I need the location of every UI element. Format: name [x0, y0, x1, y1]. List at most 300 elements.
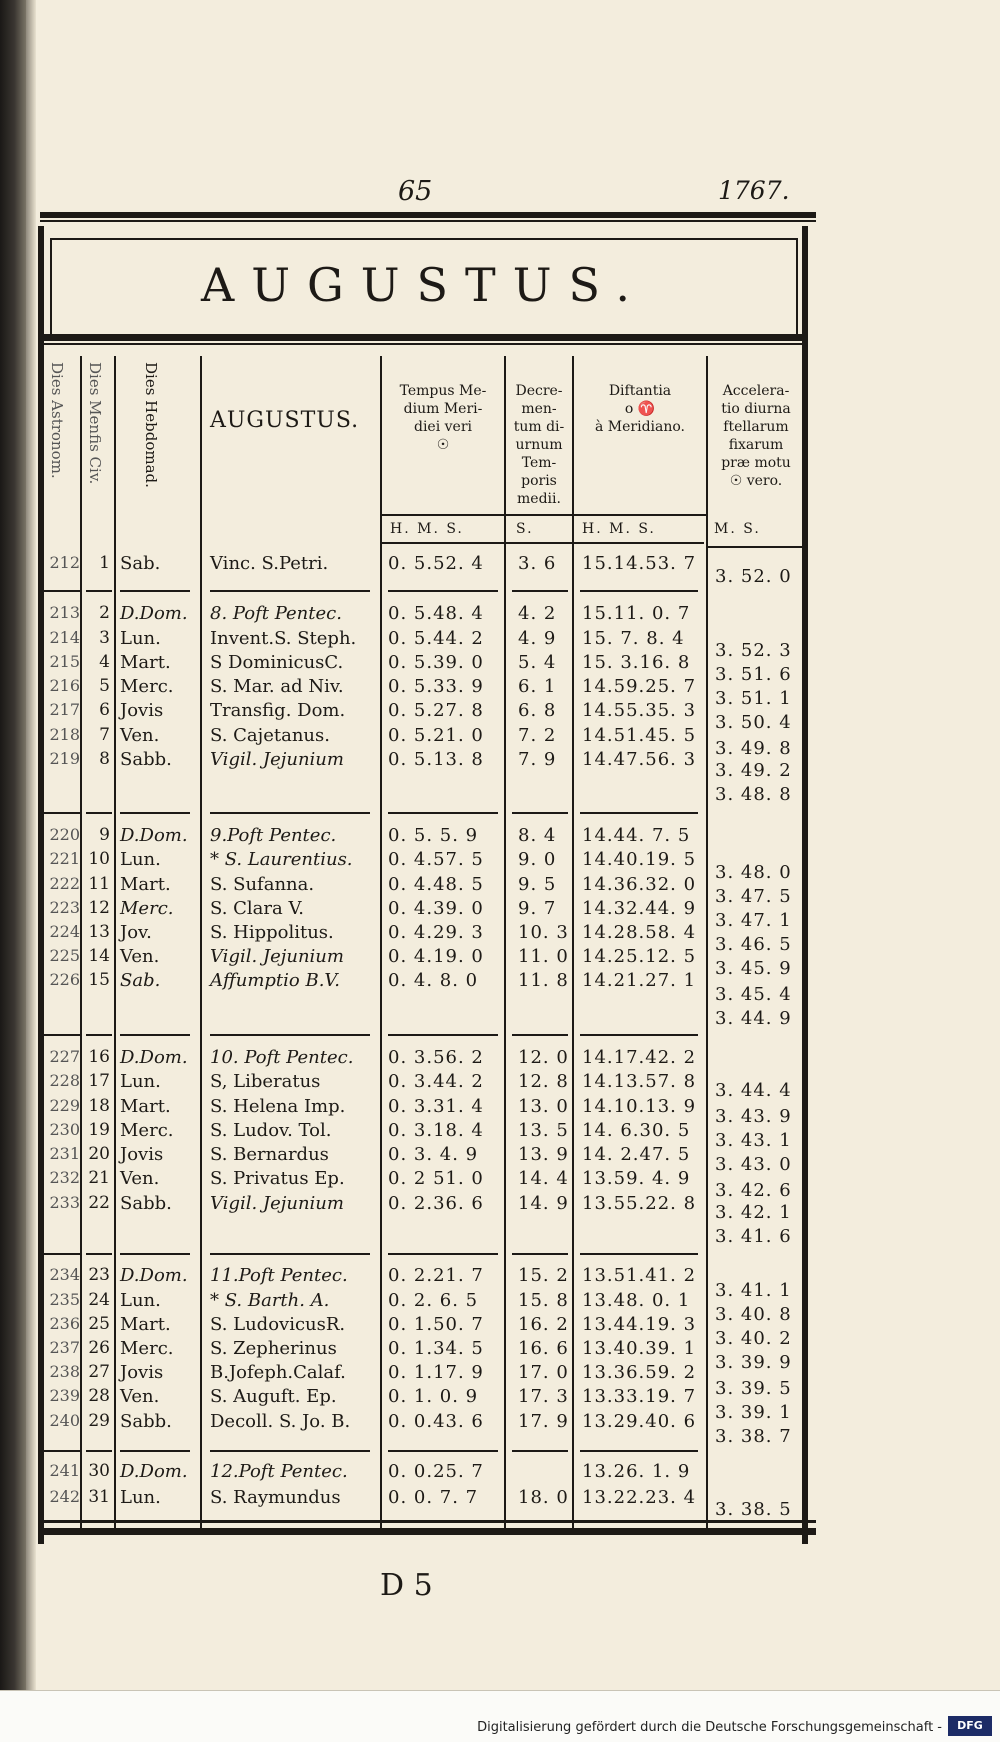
dies-astronom-cell: 232 — [49, 1168, 80, 1187]
feast-cell: Decoll. S. Jo. B. — [210, 1411, 351, 1432]
table-row — [0, 628, 1000, 652]
tempus-cell: 0. 1.50. 7 — [388, 1314, 484, 1335]
acceleration-cell: 3. 39. 9 — [715, 1352, 792, 1373]
week-separator — [580, 812, 698, 814]
decrementum-cell: 4. 2 — [518, 603, 557, 624]
decrementum-cell: 4. 9 — [518, 628, 557, 649]
week-separator — [120, 1253, 190, 1255]
dies-astronom-cell: 238 — [49, 1362, 80, 1381]
decrementum-cell: 17. 9 — [518, 1411, 569, 1432]
feast-cell: S DominicusC. — [210, 652, 344, 673]
weekday-cell: Sab. — [120, 970, 161, 991]
dies-mensis-cell: 21 — [88, 1168, 110, 1188]
week-separator — [210, 1450, 370, 1452]
dies-astronom-cell: 228 — [49, 1071, 80, 1090]
decrementum-cell: 7. 9 — [518, 749, 557, 770]
dies-mensis-cell: 7 — [99, 725, 110, 745]
acceleration-cell: 3. 47. 1 — [715, 910, 792, 931]
decrementum-cell: 9. 5 — [518, 874, 557, 895]
weekday-cell: Mart. — [120, 1096, 171, 1117]
acceleration-cell: 3. 51. 1 — [715, 688, 792, 709]
dies-mensis-cell: 22 — [88, 1193, 110, 1213]
dies-mensis-cell: 27 — [88, 1362, 110, 1382]
table-row — [0, 1096, 1000, 1120]
page-year: 1767. — [718, 176, 790, 205]
feast-cell: B.Jofeph.Calaf. — [210, 1362, 346, 1383]
dies-mensis-cell: 13 — [88, 922, 110, 942]
week-separator — [580, 1450, 698, 1452]
table-row — [0, 603, 1000, 627]
tempus-cell: 0. 5.39. 0 — [388, 652, 484, 673]
weekday-cell: Ven. — [120, 1168, 160, 1189]
dies-mensis-cell: 20 — [88, 1144, 110, 1164]
dies-astronom-cell: 234 — [49, 1265, 80, 1284]
decrementum-cell: 3. 6 — [518, 553, 557, 574]
weekday-cell: Ven. — [120, 725, 160, 746]
distantia-cell: 14.40.19. 5 — [582, 849, 697, 870]
digitization-credit: Digitalisierung gefördert durch die Deutsche Forschungsgemeinschaft - — [477, 1720, 942, 1735]
dies-mensis-cell: 6 — [99, 700, 110, 720]
dies-mensis-cell: 18 — [88, 1096, 110, 1116]
unit-rule — [506, 514, 572, 516]
dies-mensis-cell: 3 — [99, 628, 110, 648]
table-row — [0, 1071, 1000, 1095]
dies-mensis-cell: 10 — [88, 849, 110, 869]
weekday-cell: D.Dom. — [120, 825, 188, 846]
dies-astronom-cell: 215 — [49, 652, 80, 671]
tempus-cell: 0. 5.48. 4 — [388, 603, 484, 624]
feast-cell: S. Ludov. Tol. — [210, 1120, 332, 1141]
tempus-cell: 0. 1.34. 5 — [388, 1338, 484, 1359]
dies-astronom-cell: 242 — [49, 1487, 80, 1506]
distantia-cell: 14.55.35. 3 — [582, 700, 697, 721]
tempus-cell: 0. 5.27. 8 — [388, 700, 484, 721]
feast-cell: Vinc. S.Petri. — [210, 553, 329, 574]
dies-mensis-cell: 26 — [88, 1338, 110, 1358]
weekday-cell: Merc. — [120, 1338, 174, 1359]
month-title: AUGUSTUS. — [201, 258, 647, 312]
weekday-cell: D.Dom. — [120, 1265, 188, 1286]
table-row — [0, 676, 1000, 700]
distantia-cell: 14.13.57. 8 — [582, 1071, 697, 1092]
dies-astronom-cell: 219 — [49, 749, 80, 768]
dies-astronom-cell: 223 — [49, 898, 80, 917]
distantia-cell: 14.21.27. 1 — [582, 970, 697, 991]
dies-mensis-cell: 23 — [88, 1265, 110, 1285]
weekday-cell: Jovis — [120, 700, 164, 721]
dies-astronom-cell: 235 — [49, 1290, 80, 1309]
feast-cell: Invent.S. Steph. — [210, 628, 357, 649]
decrementum-cell: 8. 4 — [518, 825, 557, 846]
table-row — [0, 1144, 1000, 1168]
distantia-cell: 13.29.40. 6 — [582, 1411, 697, 1432]
acceleration-cell: 3. 50. 4 — [715, 712, 792, 733]
week-separator — [210, 1253, 370, 1255]
unit-rule — [382, 514, 504, 516]
decrementum-cell: 10. 3 — [518, 922, 569, 943]
weekday-cell: Jovis — [120, 1362, 164, 1383]
decrementum-cell: 16. 6 — [518, 1338, 569, 1359]
dies-astronom-cell: 230 — [49, 1120, 80, 1139]
distantia-cell: 13.22.23. 4 — [582, 1487, 697, 1508]
dies-mensis-cell: 5 — [99, 676, 110, 696]
header-dies-astronom: Dies Astronom. — [48, 362, 66, 479]
acceleration-cell: 3. 40. 8 — [715, 1304, 792, 1325]
dies-astronom-cell: 212 — [49, 553, 80, 572]
feast-cell: S. Hippolitus. — [210, 922, 334, 943]
dies-astronom-cell: 221 — [49, 849, 80, 868]
week-separator — [86, 812, 112, 814]
tempus-cell: 0. 5.33. 9 — [388, 676, 484, 697]
table-row — [0, 1265, 1000, 1289]
feast-cell: Vigil. Jejunium — [210, 749, 344, 770]
dies-astronom-cell: 217 — [49, 700, 80, 719]
unit-rule-lower — [382, 542, 704, 544]
header-augustus: AUGUSTUS. — [210, 408, 360, 433]
weekday-cell: Lun. — [120, 1290, 161, 1311]
dies-mensis-cell: 1 — [99, 553, 110, 573]
unit-decrementum: S. — [516, 521, 534, 537]
feast-cell: Vigil. Jejunium — [210, 946, 344, 967]
tempus-cell: 0. 0.43. 6 — [388, 1411, 484, 1432]
feast-cell: S. Cajetanus. — [210, 725, 330, 746]
feast-cell: Transfig. Dom. — [210, 700, 346, 721]
dies-astronom-cell: 237 — [49, 1338, 80, 1357]
tempus-cell: 0. 4.39. 0 — [388, 898, 484, 919]
tempus-cell: 0. 4.48. 5 — [388, 874, 484, 895]
decrementum-cell: 6. 8 — [518, 700, 557, 721]
weekday-cell: Sabb. — [120, 749, 172, 770]
weekday-cell: Mart. — [120, 874, 171, 895]
feast-cell: S. Mar. ad Niv. — [210, 676, 344, 697]
header-rule-thin — [44, 343, 808, 345]
dies-astronom-cell: 218 — [49, 725, 80, 744]
weekday-cell: Mart. — [120, 1314, 171, 1335]
table-row — [0, 1487, 1000, 1511]
acceleration-cell: 3. 42. 1 — [715, 1202, 792, 1223]
dies-mensis-cell: 28 — [88, 1386, 110, 1406]
bottom-rule — [40, 1528, 816, 1535]
tempus-cell: 0. 1. 0. 9 — [388, 1386, 479, 1407]
distantia-cell: 15.14.53. 7 — [582, 553, 697, 574]
table-row — [0, 922, 1000, 946]
feast-cell: * S. Barth. A. — [210, 1290, 330, 1311]
feast-cell: S. Raymundus — [210, 1487, 341, 1508]
tempus-cell: 0. 3.18. 4 — [388, 1120, 484, 1141]
acceleration-cell: 3. 38. 5 — [715, 1499, 792, 1520]
week-separator — [210, 812, 370, 814]
week-separator — [388, 1253, 498, 1255]
week-separator — [580, 1034, 698, 1036]
distantia-cell: 13.44.19. 3 — [582, 1314, 697, 1335]
decrementum-cell: 14. 4 — [518, 1168, 569, 1189]
distantia-cell: 15. 3.16. 8 — [582, 652, 691, 673]
acceleration-cell: 3. 52. 0 — [715, 566, 792, 587]
table-row — [0, 1290, 1000, 1314]
distantia-cell: 14.28.58. 4 — [582, 922, 697, 943]
tempus-cell: 0. 5.44. 2 — [388, 628, 484, 649]
unit-rule — [708, 546, 804, 548]
tempus-cell: 0. 3. 4. 9 — [388, 1144, 479, 1165]
decrementum-cell: 15. 8 — [518, 1290, 569, 1311]
dies-astronom-cell: 214 — [49, 628, 80, 647]
distantia-cell: 14. 2.47. 5 — [582, 1144, 691, 1165]
table-row — [0, 1411, 1000, 1435]
weekday-cell: Mart. — [120, 652, 171, 673]
decrementum-cell: 18. 0 — [518, 1487, 569, 1508]
tempus-cell: 0. 4. 8. 0 — [388, 970, 479, 991]
decrementum-cell: 5. 4 — [518, 652, 557, 673]
distantia-cell: 13.51.41. 2 — [582, 1265, 697, 1286]
distantia-cell: 15.11. 0. 7 — [582, 603, 691, 624]
distantia-cell: 14.59.25. 7 — [582, 676, 697, 697]
table-row — [0, 1193, 1000, 1217]
decrementum-cell: 11. 8 — [518, 970, 569, 991]
distantia-cell: 14.47.56. 3 — [582, 749, 697, 770]
table-row — [0, 849, 1000, 873]
acceleration-cell: 3. 45. 4 — [715, 984, 792, 1005]
decrementum-cell: 12. 0 — [518, 1047, 569, 1068]
table-row — [0, 749, 1000, 773]
tempus-cell: 0. 2.21. 7 — [388, 1265, 484, 1286]
dies-astronom-cell: 233 — [49, 1193, 80, 1212]
week-separator — [580, 1253, 698, 1255]
table-row — [0, 1386, 1000, 1410]
weekday-cell: Lun. — [120, 1487, 161, 1508]
acceleration-cell: 3. 43. 1 — [715, 1130, 792, 1151]
distantia-cell: 13.26. 1. 9 — [582, 1461, 691, 1482]
feast-cell: Affumptio B.V. — [210, 970, 341, 991]
week-separator — [388, 812, 498, 814]
header-dies-hebdomad: Dies Hebdomad. — [142, 362, 160, 488]
feast-cell: Vigil. Jejunium — [210, 1193, 344, 1214]
table-row — [0, 1314, 1000, 1338]
feast-cell: 8. Poft Pentec. — [210, 603, 342, 624]
header-distantia: Diftantia o ♈ à Meridiano. — [594, 383, 686, 435]
feast-cell: S. Privatus Ep. — [210, 1168, 345, 1189]
tempus-cell: 0. 3.44. 2 — [388, 1071, 484, 1092]
acceleration-cell: 3. 45. 9 — [715, 958, 792, 979]
dies-mensis-cell: 24 — [88, 1290, 110, 1310]
acceleration-cell: 3. 44. 4 — [715, 1080, 792, 1101]
table-row — [0, 1338, 1000, 1362]
acceleration-cell: 3. 51. 6 — [715, 664, 792, 685]
table-row — [0, 1120, 1000, 1144]
decrementum-cell: 15. 2 — [518, 1265, 569, 1286]
decrementum-cell: 13. 5 — [518, 1120, 569, 1141]
table-row — [0, 1362, 1000, 1386]
week-separator — [512, 812, 568, 814]
week-separator — [210, 1034, 370, 1036]
decrementum-cell: 17. 3 — [518, 1386, 569, 1407]
weekday-cell: Jovis — [120, 1144, 164, 1165]
table-row — [0, 1047, 1000, 1071]
weekday-cell: D.Dom. — [120, 603, 188, 624]
dies-astronom-cell: 240 — [49, 1411, 80, 1430]
feast-cell: 12.Poft Pentec. — [210, 1461, 348, 1482]
week-separator — [86, 1253, 112, 1255]
week-separator — [120, 1450, 190, 1452]
decrementum-cell: 13. 0 — [518, 1096, 569, 1117]
table-row — [0, 1168, 1000, 1192]
feast-cell: S. Bernardus — [210, 1144, 329, 1165]
dies-astronom-cell: 229 — [49, 1096, 80, 1115]
dies-astronom-cell: 222 — [49, 874, 80, 893]
acceleration-cell: 3. 41. 6 — [715, 1226, 792, 1247]
week-separator — [388, 1450, 498, 1452]
feast-cell: 10. Poft Pentec. — [210, 1047, 354, 1068]
week-separator — [40, 1034, 80, 1036]
tempus-cell: 0. 5.13. 8 — [388, 749, 484, 770]
table-row — [0, 898, 1000, 922]
feast-cell: S. LudovicusR. — [210, 1314, 346, 1335]
signature-mark: D 5 — [380, 1568, 433, 1603]
acceleration-cell: 3. 39. 5 — [715, 1378, 792, 1399]
decrementum-cell: 12. 8 — [518, 1071, 569, 1092]
table-row — [0, 725, 1000, 749]
distantia-cell: 14.36.32. 0 — [582, 874, 697, 895]
week-separator — [120, 590, 190, 592]
table-row — [0, 553, 1000, 577]
tempus-cell: 0. 4.29. 3 — [388, 922, 484, 943]
dies-astronom-cell: 231 — [49, 1144, 80, 1163]
dies-astronom-cell: 239 — [49, 1386, 80, 1405]
week-separator — [580, 590, 698, 592]
dies-mensis-cell: 16 — [88, 1047, 110, 1067]
bottom-rule-thin — [40, 1520, 816, 1523]
distantia-cell: 15. 7. 8. 4 — [582, 628, 685, 649]
week-separator — [40, 1253, 80, 1255]
unit-acceleratio: M. S. — [714, 521, 761, 537]
dies-mensis-cell: 9 — [99, 825, 110, 845]
decrementum-cell: 11. 0 — [518, 946, 569, 967]
decrementum-cell: 9. 7 — [518, 898, 557, 919]
acceleration-cell: 3. 49. 2 — [715, 760, 792, 781]
dies-mensis-cell: 30 — [88, 1461, 110, 1481]
tempus-cell: 0. 4.19. 0 — [388, 946, 484, 967]
acceleration-cell: 3. 48. 0 — [715, 862, 792, 883]
distantia-cell: 13.40.39. 1 — [582, 1338, 697, 1359]
weekday-cell: Sabb. — [120, 1193, 172, 1214]
table-row — [0, 700, 1000, 724]
week-separator — [388, 590, 498, 592]
distantia-cell: 14.10.13. 9 — [582, 1096, 697, 1117]
decrementum-cell: 14. 9 — [518, 1193, 569, 1214]
dies-astronom-cell: 213 — [49, 603, 80, 622]
acceleration-cell: 3. 43. 0 — [715, 1154, 792, 1175]
acceleration-cell: 3. 41. 1 — [715, 1280, 792, 1301]
distantia-cell: 14.44. 7. 5 — [582, 825, 691, 846]
weekday-cell: Sabb. — [120, 1411, 172, 1432]
acceleration-cell: 3. 49. 8 — [715, 738, 792, 759]
distantia-cell: 13.55.22. 8 — [582, 1193, 697, 1214]
decrementum-cell: 16. 2 — [518, 1314, 569, 1335]
distantia-cell: 13.48. 0. 1 — [582, 1290, 691, 1311]
week-separator — [512, 1450, 568, 1452]
weekday-cell: Merc. — [120, 1120, 174, 1141]
distantia-cell: 13.36.59. 2 — [582, 1362, 697, 1383]
unit-tempus: H. M. S. — [390, 521, 464, 537]
unit-rule — [574, 514, 706, 516]
week-separator — [86, 1034, 112, 1036]
weekday-cell: Ven. — [120, 1386, 160, 1407]
dies-mensis-cell: 29 — [88, 1411, 110, 1431]
tempus-cell: 0. 2.36. 6 — [388, 1193, 484, 1214]
decrementum-cell: 13. 9 — [518, 1144, 569, 1165]
table-row — [0, 874, 1000, 898]
acceleration-cell: 3. 47. 5 — [715, 886, 792, 907]
weekday-cell: D.Dom. — [120, 1461, 188, 1482]
feast-cell: S. Helena Imp. — [210, 1096, 346, 1117]
week-separator — [210, 590, 370, 592]
feast-cell: S, Liberatus — [210, 1071, 321, 1092]
tempus-cell: 0. 2. 6. 5 — [388, 1290, 479, 1311]
week-separator — [120, 812, 190, 814]
acceleration-cell: 3. 38. 7 — [715, 1426, 792, 1447]
week-separator — [512, 590, 568, 592]
tempus-cell: 0. 5. 5. 9 — [388, 825, 479, 846]
tempus-cell: 0. 5.21. 0 — [388, 725, 484, 746]
week-separator — [86, 590, 112, 592]
feast-cell: S. Sufanna. — [210, 874, 315, 895]
feast-cell: * S. Laurentius. — [210, 849, 353, 870]
weekday-cell: Merc. — [120, 676, 174, 697]
table-row — [0, 652, 1000, 676]
distantia-cell: 14.51.45. 5 — [582, 725, 697, 746]
weekday-cell: Lun. — [120, 849, 161, 870]
acceleration-cell: 3. 52. 3 — [715, 640, 792, 661]
decrementum-cell: 9. 0 — [518, 849, 557, 870]
week-separator — [512, 1253, 568, 1255]
distantia-cell: 14.32.44. 9 — [582, 898, 697, 919]
feast-cell: 9.Poft Pentec. — [210, 825, 337, 846]
weekday-cell: Merc. — [120, 898, 174, 919]
dies-astronom-cell: 225 — [49, 946, 80, 965]
unit-distantia: H. M. S. — [582, 521, 656, 537]
header-tempus: Tempus Me- dium Meri- diei veri ☉ — [399, 383, 487, 453]
acceleration-cell: 3. 48. 8 — [715, 784, 792, 805]
dies-mensis-cell: 14 — [88, 946, 110, 966]
week-separator — [120, 1034, 190, 1036]
tempus-cell: 0. 3.56. 2 — [388, 1047, 484, 1068]
weekday-cell: Jov. — [120, 922, 152, 943]
distantia-cell: 13.59. 4. 9 — [582, 1168, 691, 1189]
weekday-cell: Sab. — [120, 553, 161, 574]
page-number: 65 — [398, 176, 433, 207]
dies-mensis-cell: 8 — [99, 749, 110, 769]
header-rule — [44, 334, 808, 341]
dies-astronom-cell: 220 — [49, 825, 80, 844]
week-separator — [40, 1450, 80, 1452]
weekday-cell: Lun. — [120, 1071, 161, 1092]
header-dies-mensis: Dies Menfis Civ. — [86, 362, 104, 485]
dies-mensis-cell: 15 — [88, 970, 110, 990]
week-separator — [388, 1034, 498, 1036]
week-separator — [40, 812, 80, 814]
acceleration-cell: 3. 40. 2 — [715, 1328, 792, 1349]
dies-mensis-cell: 12 — [88, 898, 110, 918]
dies-mensis-cell: 4 — [99, 652, 110, 672]
table-row — [0, 825, 1000, 849]
header-acceleratio: Accelera- tio diurna ftellarum fixarum præ motu ☉ vero. — [721, 383, 791, 489]
tempus-cell: 0. 0. 7. 7 — [388, 1487, 479, 1508]
tempus-cell: 0. 0.25. 7 — [388, 1461, 484, 1482]
tempus-cell: 0. 1.17. 9 — [388, 1362, 484, 1383]
dies-astronom-cell: 227 — [49, 1047, 80, 1066]
tempus-cell: 0. 4.57. 5 — [388, 849, 484, 870]
tempus-cell: 0. 2 51. 0 — [388, 1168, 484, 1189]
week-separator — [40, 590, 80, 592]
